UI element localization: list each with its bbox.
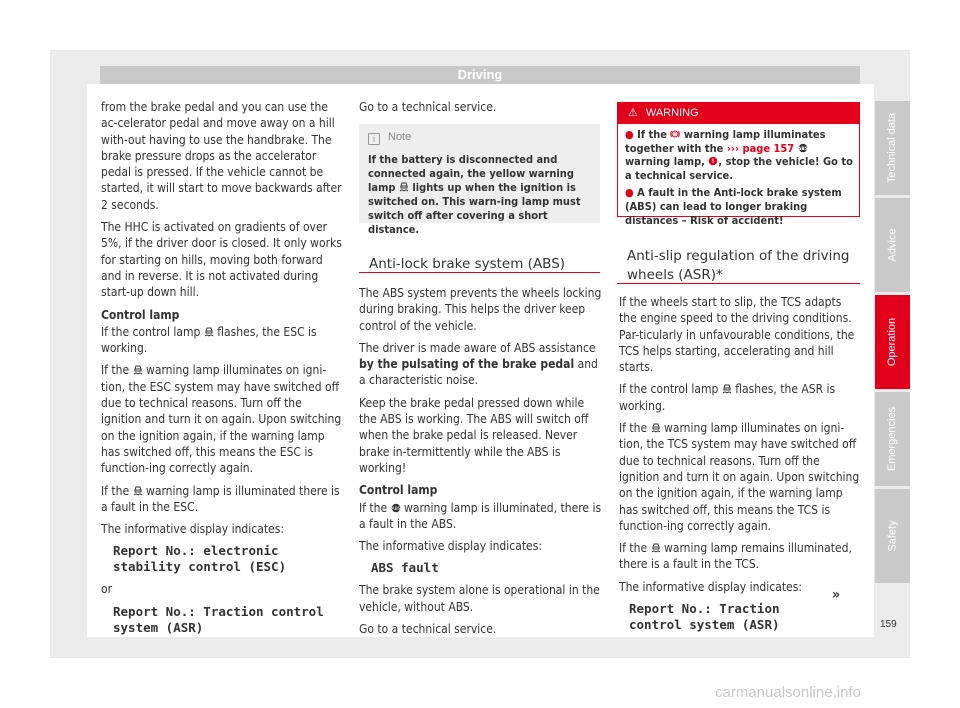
control-lamp-heading: Control lamp — [101, 307, 180, 322]
text: If the control lamp — [619, 382, 719, 397]
header-title: Driving — [457, 67, 503, 82]
section-title-line: Anti-slip regulation of the driving — [627, 248, 850, 264]
tab-text: Advice — [886, 228, 899, 262]
column-1 — [101, 99, 344, 642]
paragraph: The informative display indicates: — [101, 522, 284, 537]
text-bold: by the pulsating of the brake pedal — [359, 357, 575, 372]
text: and a characteristic noise. — [359, 357, 598, 388]
paragraph: If the wheels start to slip, the TCS adapts the engine speed to the driving conditions. Par-ticularly in unfavourable conditions, the TCS helps starting, accelerating and hill starts. — [619, 295, 855, 375]
section-title-line: wheels (ASR)* — [627, 267, 723, 283]
svg-text:ABS: ABS — [391, 506, 401, 512]
display-message: Report No.: Traction control system (ASR) — [113, 603, 324, 635]
note-header — [368, 131, 411, 145]
svg-text:!: ! — [712, 158, 715, 166]
text: If the control lamp — [101, 324, 201, 339]
text: A fault in the Anti-lock brake system (ABS) can lead to longer braking distances – Risk of accident! — [625, 186, 842, 227]
column-2-body — [359, 285, 602, 643]
text: warning lamp remains illuminated, there is a fault in the TCS. — [619, 541, 852, 572]
column-2 — [359, 99, 602, 121]
warning-body — [625, 128, 853, 231]
tab-advice[interactable] — [875, 198, 910, 292]
tab-label — [875, 198, 910, 292]
continued-arrow: » — [832, 587, 841, 603]
text: warning lamp illuminates on igni-tion, the ESC system may have switched off due to technical reasons. Turn off the ignition and turn it on again. Upon switching on the ignition again, if the warning lamp has switched off, this means the ESC is function-ing correctly again. — [101, 363, 342, 476]
section-title-asr — [627, 247, 860, 285]
text: flashes, the ASR is working. — [619, 382, 836, 413]
paragraph: Go to a technical service. — [359, 622, 497, 637]
brake-warning-icon — [670, 129, 680, 139]
text: warning lamp is illuminated, there is a fault in the ABS. — [359, 500, 602, 531]
note-label: Note — [388, 131, 412, 143]
tab-operation[interactable] — [875, 295, 910, 389]
warning-item — [625, 186, 853, 227]
text: If the — [101, 483, 130, 498]
text: If the — [101, 363, 130, 378]
esc-skid-icon — [204, 327, 214, 337]
paragraph — [359, 500, 602, 533]
text: lights up when the ignition is switched on. This warn-ing lamp must switch off after covering a short distance. — [368, 181, 581, 236]
paragraph: The brake system alone is operational in the vehicle, without ABS. — [359, 583, 600, 614]
text: If the — [619, 541, 648, 556]
text: warning lamp is illuminated there is a fault in the ESC. — [101, 483, 340, 514]
text: If the — [619, 421, 648, 436]
text: If the — [637, 128, 668, 141]
paragraph — [359, 340, 602, 389]
paragraph: from the brake pedal and you can use the ac-celerator pedal and move away on a hill with-out having to use the handbrake. The brake pressure drops as the accelerator pedal is pressed. If the vehicle cannot be started, it will start to move backwards after 2 seconds. — [101, 100, 342, 212]
paragraph — [619, 540, 862, 573]
text: warning lamp illuminates on igni-tion, the TCS system may have switched off due to technical reasons. Turn off the ignition and turn it on again. Upon switching on the ignition again, if the warning lamp has switched off, this means the TCS is function-ing correctly again. — [619, 421, 860, 533]
display-message: Report No.: electronic stability control (ESC) — [113, 543, 287, 575]
text: warning lamp illuminates together with the — [625, 128, 826, 155]
text: The driver is made aware of ABS assistance — [359, 340, 596, 355]
warning-box — [617, 102, 860, 227]
tab-text: Technical data — [886, 112, 899, 184]
page-number: 159 — [880, 619, 897, 630]
esc-skid-icon — [651, 423, 661, 433]
warning-triangle-icon: ⚠ — [628, 107, 638, 119]
paragraph: Keep the brake pedal pressed down while the ABS is working. The ABS will switch off when the brake pedal is released. Never brake in-termittently while the ABS is working! — [359, 395, 589, 475]
text: If the — [359, 500, 388, 515]
display-message: ABS fault — [371, 560, 439, 576]
tab-emergencies[interactable] — [875, 392, 910, 486]
tab-technical-data[interactable] — [875, 101, 910, 195]
section-rule — [359, 272, 600, 273]
column-3-body — [619, 294, 862, 639]
text: , stop the vehicle! Go to a technical service. — [625, 155, 853, 182]
text: warning lamp, — [625, 155, 705, 169]
tab-label — [875, 295, 910, 389]
paragraph: The informative display indicates: — [619, 579, 802, 594]
svg-text:!: ! — [674, 132, 677, 138]
paragraph — [619, 420, 862, 534]
esc-skid-icon — [399, 182, 409, 192]
tab-label — [875, 101, 910, 195]
tab-text: Safety — [886, 520, 899, 552]
paragraph: The informative display indicates: — [359, 539, 542, 554]
note-body — [368, 153, 594, 237]
paragraph — [619, 381, 862, 414]
tab-text: Operation — [886, 317, 899, 367]
warning-item — [625, 128, 853, 182]
control-lamp-heading: Control lamp — [359, 483, 438, 498]
page-reference-link[interactable]: ››› page 157 — [726, 141, 795, 155]
brake-warning-red-icon — [708, 156, 718, 166]
section-title-abs: Anti-lock brake system (ABS) — [369, 256, 566, 272]
text: If the battery is disconnected and connected again, the yellow warning lamp — [368, 153, 574, 194]
paragraph: Go to a technical service. — [359, 100, 497, 114]
paragraph — [101, 483, 344, 516]
watermark: carmanualsonline.info — [715, 684, 861, 701]
esc-skid-icon — [133, 486, 143, 496]
section-rule — [617, 283, 860, 284]
paragraph — [101, 362, 344, 476]
svg-text:ABS: ABS — [797, 146, 808, 152]
warning-label: WARNING — [645, 107, 699, 119]
paragraph: The HHC is activated on gradients of over 5%, if the driver door is closed. It only works for starting on hills, moving both forward and in reverse. It is not activated during start-up down hill. — [101, 220, 342, 300]
esc-skid-icon — [651, 543, 661, 553]
bullet: ● — [625, 128, 634, 141]
abs-warning-icon — [391, 503, 401, 513]
abs-warning-icon — [798, 143, 808, 153]
display-message: Report No.: Traction control system (ASR) — [629, 601, 780, 633]
esc-skid-icon — [722, 384, 732, 394]
warning-header — [618, 103, 859, 124]
tab-text: Emergencies — [886, 406, 899, 472]
paragraph — [101, 324, 344, 357]
note-icon: i — [368, 133, 380, 145]
tab-label — [875, 489, 910, 583]
note-box — [359, 124, 600, 236]
bullet: ● — [625, 186, 634, 200]
esc-skid-icon — [133, 365, 143, 375]
text: flashes, the ESC is working. — [101, 324, 317, 356]
tab-safety[interactable] — [875, 489, 910, 583]
paragraph: or — [101, 582, 113, 597]
tab-label — [875, 392, 910, 486]
paragraph: The ABS system prevents the wheels locking during braking. This helps the driver keep control of the vehicle. — [359, 286, 602, 333]
